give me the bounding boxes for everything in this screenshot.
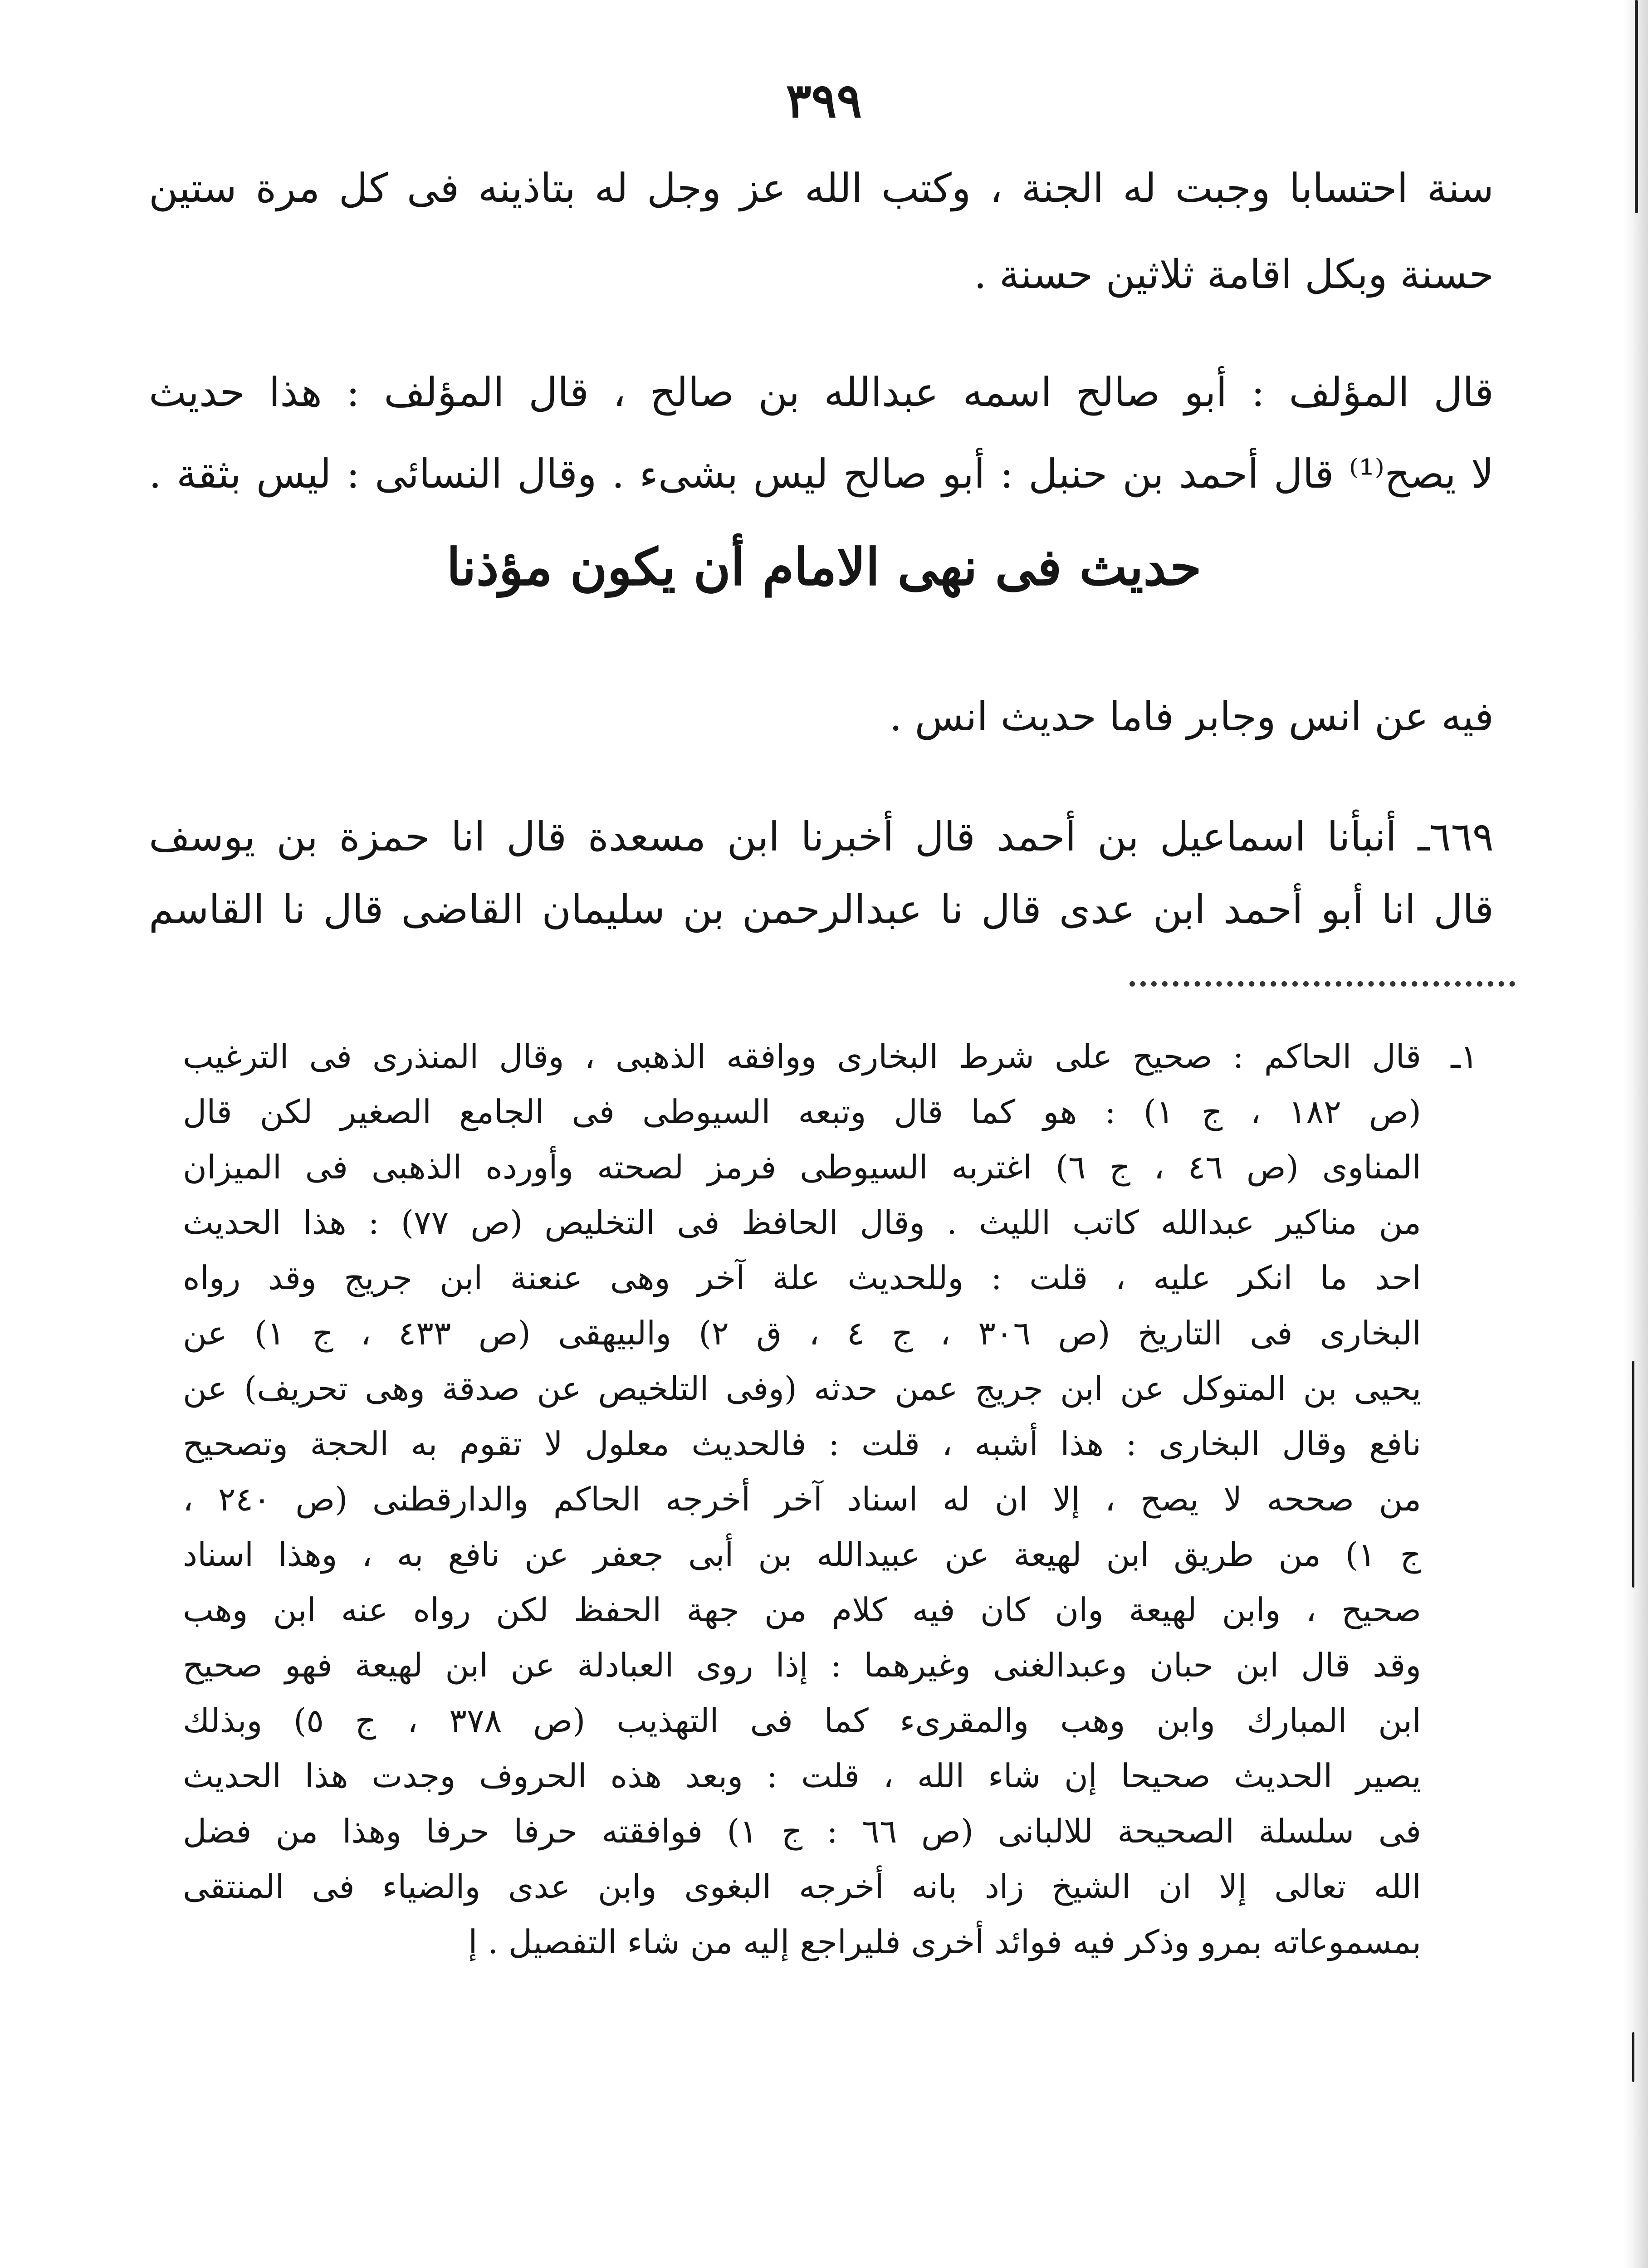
footnote-line: المناوى (ص ٤٦ ، ج ٦) اغتربه السيوطى فرمز لصحته وأورده الذهبى فى الميزان — [183, 1148, 1421, 1186]
page-number: ٣٩٩ — [786, 73, 862, 128]
footnote-line: احد ما انكر عليه ، قلت : وللحديث علة آخر وهى عنعنة ابن جريج وقد رواه — [183, 1259, 1421, 1297]
footnote-line: صحيح ، وابن لهيعة وان كان فيه كلام من جهة الحفظ لكن رواه عنه ابن وهب — [183, 1591, 1421, 1629]
section-heading: حديث فى نهى الامام أن يكون مؤذنا — [446, 538, 1202, 597]
footnote-line: (ص ١٨٢ ، ج ١) : هو كما قال وتبعه السيوطى فى الجامع الصغير لكن قال — [183, 1093, 1421, 1131]
body-text-line: حسنة وبكل اقامة ثلاثين حسنة . — [973, 251, 1494, 298]
body-text-line: ٦٦٩ـ أنبأنا اسماعيل بن أحمد قال أخبرنا ابن مسعدة قال انا حمزة بن يوسف — [149, 813, 1494, 860]
footnote-separator — [1130, 981, 1515, 987]
body-text-line: فيه عن انس وجابر فاما حديث انس . — [889, 693, 1494, 740]
footnote-line: من صححه لا يصح ، إلا ان له اسناد آخر أخرجه الحاكم والدارقطنى (ص ٢٤٠ ، — [183, 1480, 1421, 1518]
footnote-line: بمسموعاته بمرو وذكر فيه فوائد أخرى فليراجع إليه من شاء التفصيل . إ — [468, 1923, 1421, 1961]
footnote-line: يحيى بن المتوكل عن ابن جريج عمن حدثه (وفى التلخيص عن صدقة وهى تحريف) عن — [183, 1369, 1421, 1408]
book-binding-edge — [1623, 0, 1648, 2268]
footnote-line: فى سلسلة الصحيحة للالبانى (ص ٦٦ : ج ١) فوافقته حرفا حرفا وهذا من فضل — [183, 1812, 1421, 1850]
binding-shadow-line — [1632, 2032, 1634, 2082]
footnote-marker: ١ـ — [1451, 1037, 1478, 1075]
footnote-line: قال الحاكم : صحيح على شرط البخارى ووافقه الذهبى ، وقال المنذرى فى الترغيب — [183, 1037, 1421, 1075]
footnote-line: وقد قال ابن حبان وعبدالغنى وغيرهما : إذا روى العبادلة عن ابن لهيعة فهو صحيح — [183, 1646, 1421, 1684]
body-text-line: قال المؤلف : أبو صالح اسمه عبدالله بن صالح ، قال المؤلف : هذا حديث — [149, 369, 1494, 415]
body-text-line: قال انا أبو أحمد ابن عدى قال نا عبدالرحمن بن سليمان القاضى قال نا القاسم — [149, 886, 1494, 933]
body-text-line: لا يصح⁽¹⁾ قال أحمد بن حنبل : أبو صالح ليس بشىء . وقال النسائى : ليس بثقة . — [149, 450, 1494, 497]
footnote-line: ابن المبارك وابن وهب والمقرىء كما فى التهذيب (ص ٣٧٨ ، ج ٥) وبذلك — [183, 1701, 1421, 1740]
footnote-line: نافع وقال البخارى : هذا أشبه ، قلت : فالحديث معلول لا تقوم به الحجة وتصحيح — [183, 1425, 1421, 1463]
footnote-line: من مناكير عبدالله كاتب الليث . وقال الحافظ فى التخليص (ص ٧٧) : هذا الحديث — [183, 1203, 1421, 1242]
binding-shadow-line — [1632, 1361, 1634, 1588]
footnote-line: يصير الحديث صحيحا إن شاء الله ، قلت : وبعد هذه الحروف وجدت هذا الحديث — [183, 1757, 1421, 1795]
footnote-line: البخارى فى التاريخ (ص ٣٠٦ ، ج ٤ ، ق ٢) والبيهقى (ص ٤٣٣ ، ج ١) عن — [183, 1314, 1421, 1352]
footnote-line: الله تعالى إلا ان الشيخ زاد بانه أخرجه البغوى وابن عدى والضياء فى المنتقى — [183, 1867, 1421, 1906]
body-text-line: سنة احتسابا وجبت له الجنة ، وكتب الله عز وجل له بتاذينه فى كل مرة ستين — [149, 165, 1494, 211]
footnote-line: ج ١) من طريق ابن لهيعة عن عبيدالله بن أبى جعفر عن نافع به ، وهذا اسناد — [183, 1535, 1421, 1574]
